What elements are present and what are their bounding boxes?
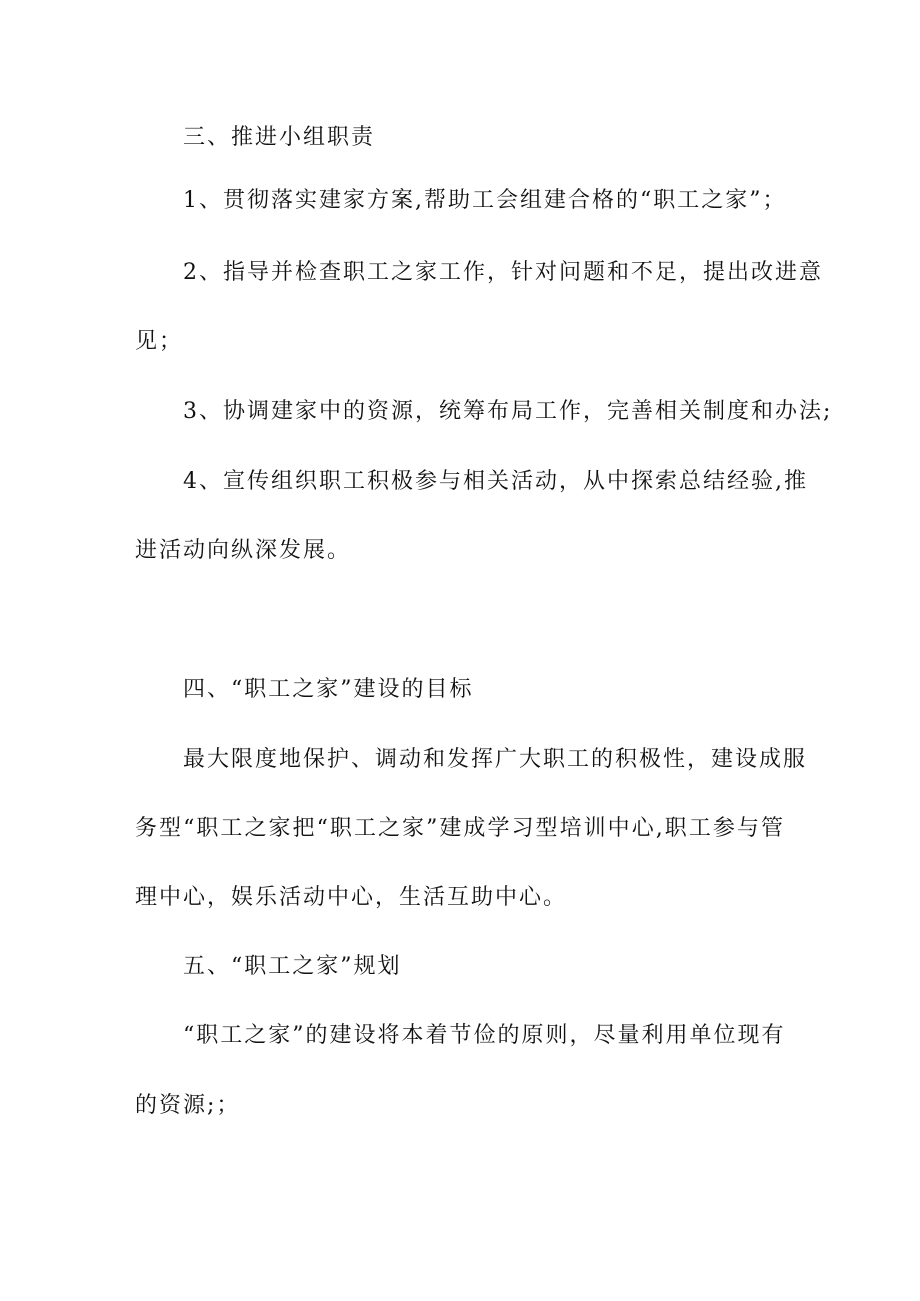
section-5-heading: 五、“职工之家”规划 xyxy=(183,954,402,979)
section-3-item-4-line-2: 进活动向纵深发展。 xyxy=(135,538,352,563)
section-5-paragraph-line-1: “职工之家”的建设将本着节俭的原则，尽量利用单位现有 xyxy=(183,1023,786,1048)
section-4-paragraph-line-3: 理中心，娱乐活动中心，生活互助中心。 xyxy=(135,885,568,910)
section-3-item-1: 1、贯彻落实建家方案,帮助工会组建合格的“职工之家”； xyxy=(183,188,787,213)
section-4-paragraph-line-1: 最大限度地保护、调动和发挥广大职工的积极性，建设成服 xyxy=(183,747,808,772)
section-4-paragraph-line-2: 务型“职工之家把“职工之家”建成学习型培训中心,职工参与管 xyxy=(135,816,785,841)
section-4-heading: 四、“职工之家”建设的目标 xyxy=(183,677,474,702)
section-5-paragraph-line-2: 的资源;； xyxy=(135,1093,241,1118)
section-3-item-4-line-1: 4、宣传组织职工积极参与相关活动，从中探索总结经验,推 xyxy=(183,469,808,494)
section-3-item-2-line-2: 见； xyxy=(135,329,184,354)
section-3-heading: 三、推进小组职责 xyxy=(183,125,376,150)
section-3-item-3: 3、协调建家中的资源，统筹布局工作，完善相关制度和办法; xyxy=(183,399,833,424)
section-3-item-2-line-1: 2、指导并检查职工之家工作，针对问题和不足，提出改进意 xyxy=(183,260,823,285)
